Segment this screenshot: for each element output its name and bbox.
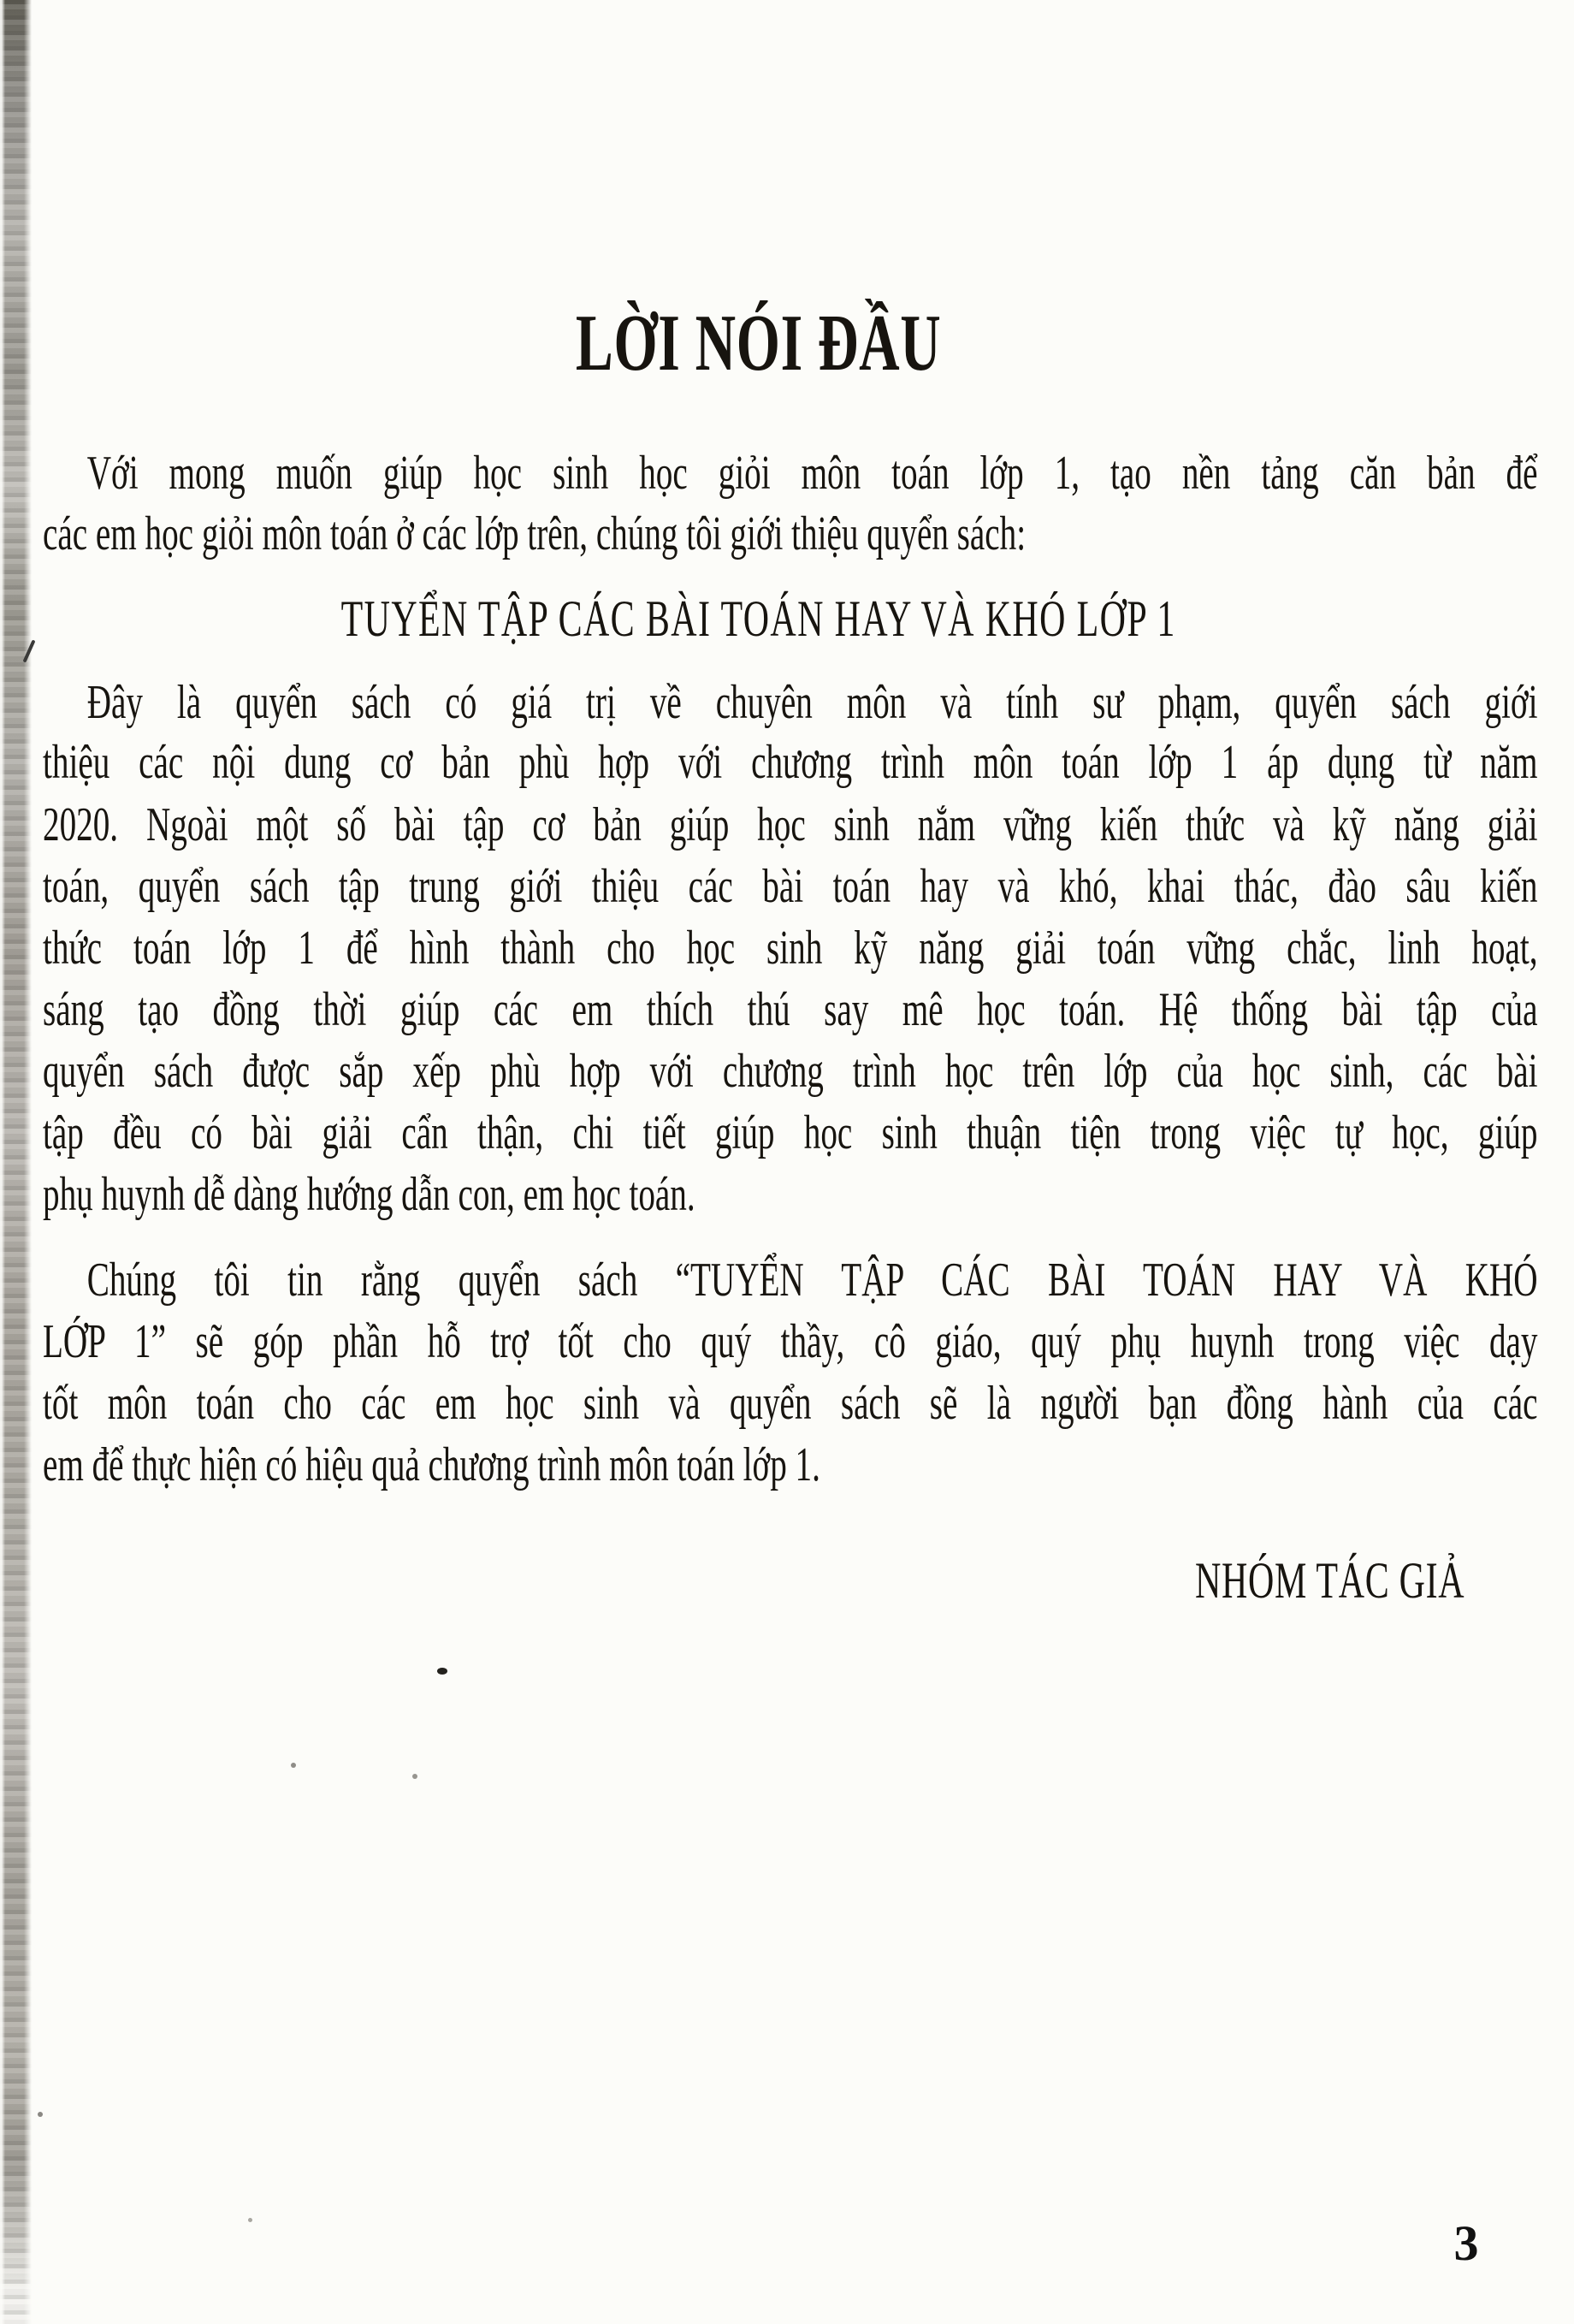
body-paragraph-line: 2020. Ngoài một số bài tập cơ bản giúp học sinh nắm vững kiến thức và kỹ năng giải xyxy=(43,798,1538,851)
closing-paragraph-line: LỚP 1” sẽ góp phần hỗ trợ tốt cho quý thầy, cô giáo, quý phụ huynh trong việc dạy xyxy=(43,1315,1538,1368)
author-signature: NHÓM TÁC GIẢ xyxy=(1195,1552,1465,1609)
closing-paragraph-line: Chúng tôi tin rằng quyển sách “TUYỂN TẬP CÁC BÀI TOÁN HAY VÀ KHÓ xyxy=(86,1254,1538,1307)
page-title: LỜI NÓI ĐẦU xyxy=(575,299,942,388)
body-paragraph-line: sáng tạo đồng thời giúp các em thích thú say mê học toán. Hệ thống bài tập của xyxy=(43,983,1538,1036)
body-paragraph-line: quyển sách được sắp xếp phù hợp với chương trình học trên lớp của học sinh, các bài xyxy=(43,1045,1538,1098)
body-paragraph-line: phụ huynh dễ dàng hướng dẫn con, em học toán. xyxy=(43,1168,695,1221)
body-paragraph-line: tập đều có bài giải cẩn thận, chi tiết giúp học sinh thuận tiện trong việc tự học, giúp xyxy=(43,1106,1538,1159)
body-paragraph-line: thiệu các nội dung cơ bản phù hợp với chương trình môn toán lớp 1 áp dụng từ năm xyxy=(43,736,1538,789)
intro-paragraph-line: Với mong muốn giúp học sinh học giỏi môn toán lớp 1, tạo nền tảng căn bản để xyxy=(86,447,1538,500)
book-title-heading: TUYỂN TẬP CÁC BÀI TOÁN HAY VÀ KHÓ LỚP 1 xyxy=(340,590,1176,647)
closing-paragraph-line: em để thực hiện có hiệu quả chương trình môn toán lớp 1. xyxy=(43,1438,820,1491)
body-paragraph-line: toán, quyển sách tập trung giới thiệu các bài toán hay và khó, khai thác, đào sâu kiến xyxy=(43,860,1538,913)
scan-edge-band xyxy=(0,0,33,2324)
body-paragraph-line: Đây là quyển sách có giá trị về chuyên môn và tính sư phạm, quyển sách giới xyxy=(86,676,1538,729)
body-paragraph-line: thức toán lớp 1 để hình thành cho học sinh kỹ năng giải toán vững chắc, linh hoạt, xyxy=(43,922,1538,975)
intro-paragraph-line: các em học giỏi môn toán ở các lớp trên, chúng tôi giới thiệu quyển sách: xyxy=(43,507,1027,560)
text-block xyxy=(43,0,1538,2324)
closing-paragraph-line: tốt môn toán cho các em học sinh và quyển sách sẽ là người bạn đồng hành của các xyxy=(43,1377,1538,1430)
page-number: 3 xyxy=(1453,2215,1479,2271)
